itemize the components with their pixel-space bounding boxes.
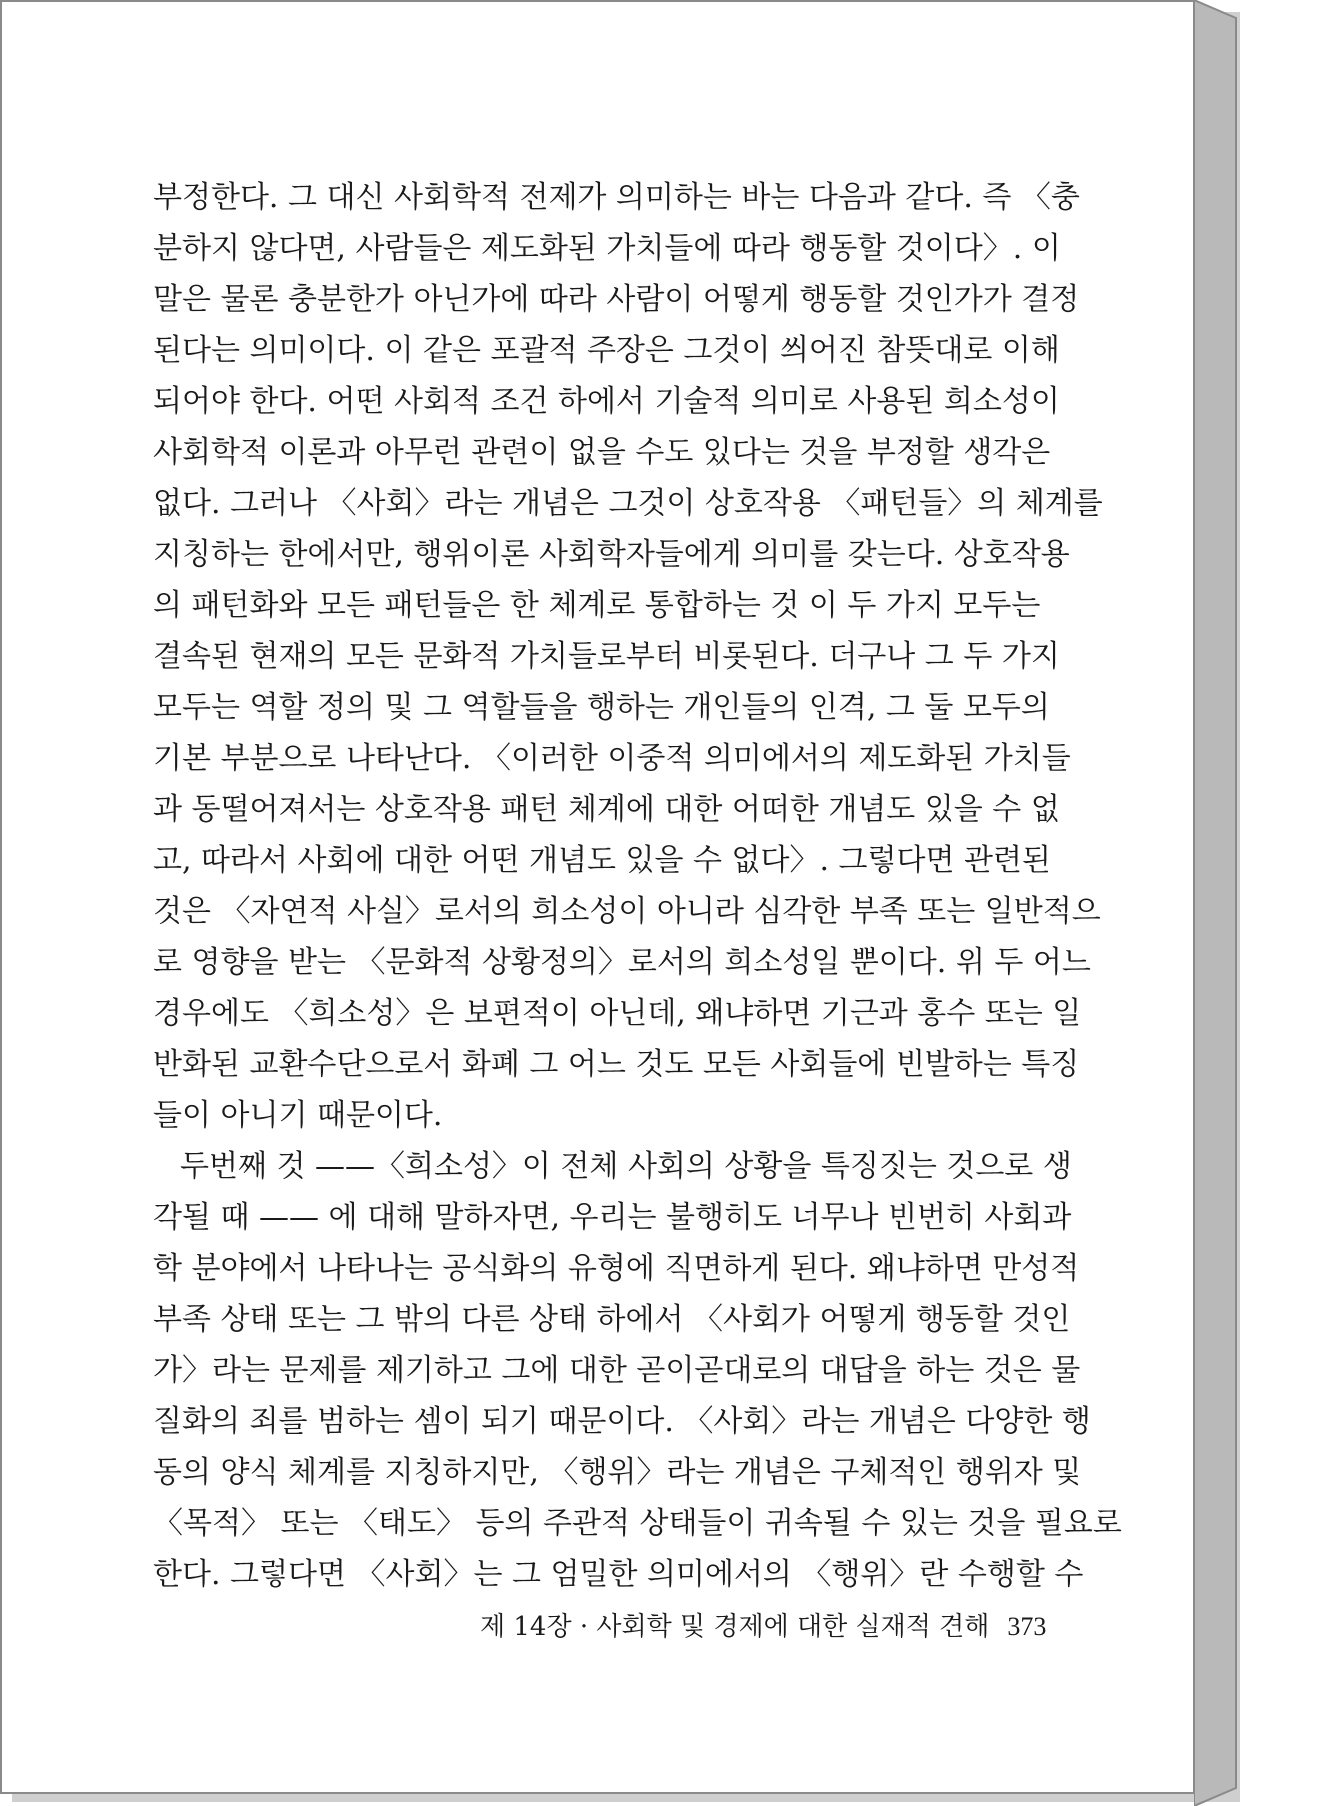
text-line: 지칭하는 한에서만, 행위이론 사회학자들에게 의미를 갖는다. 상호작용 [153,537,1070,572]
text-line: 말은 물론 충분한가 아닌가에 따라 사람이 어떻게 행동할 것인가가 결정 [153,282,1080,317]
text-line: 질화의 죄를 범하는 셈이 되기 때문이다. 〈사회〉라는 개념은 다양한 행 [153,1404,1091,1439]
text-line: 의 패턴화와 모든 패턴들은 한 체계로 통합하는 것 이 두 가지 모두는 [153,588,1041,623]
text-line: 된다는 의미이다. 이 같은 포괄적 주장은 그것이 씌어진 참뜻대로 이해 [153,333,1060,368]
text-line: 동의 양식 체계를 지칭하지만, 〈행위〉라는 개념은 구체적인 행위자 및 [153,1455,1082,1490]
paragraph-start-line: 두번째 것 ——〈희소성〉이 전체 사회의 상황을 특징짓는 것으로 생 [180,1149,1072,1184]
text-line: 과 동떨어져서는 상호작용 패턴 체계에 대한 어떠한 개념도 있을 수 없 [153,792,1060,827]
text-line: 학 분야에서 나타나는 공식화의 유형에 직면하게 된다. 왜냐하면 만성적 [153,1251,1080,1286]
book-spine [1194,0,1326,1806]
text-line: 각될 때 —— 에 대해 말하자면, 우리는 불행히도 너무나 빈번히 사회과 [153,1200,1072,1235]
chapter-title: 제 14장 · 사회학 및 경제에 대한 실재적 견해 [480,1612,990,1642]
text-line: 고, 따라서 사회에 대한 어떤 개념도 있을 수 없다〉. 그렇다면 관련된 [153,843,1051,878]
text-line: 경우에도 〈희소성〉은 보편적이 아닌데, 왜냐하면 기근과 홍수 또는 일 [153,996,1082,1031]
text-line: 분하지 않다면, 사람들은 제도화된 가치들에 따라 행동할 것이다〉. 이 [153,231,1061,266]
text-line: 가〉라는 문제를 제기하고 그에 대한 곧이곧대로의 대답을 하는 것은 물 [153,1353,1081,1388]
page-number: 373 [1007,1612,1047,1641]
text-line: 부정한다. 그 대신 사회학적 전제가 의미하는 바는 다음과 같다. 즉 〈충 [153,180,1080,215]
running-footer [480,1608,1047,1646]
text-line: 한다. 그렇다면 〈사회〉는 그 엄밀한 의미에서의 〈행위〉란 수행할 수 [153,1557,1084,1592]
text-line: 로 영향을 받는 〈문화적 상황정의〉로서의 희소성일 뿐이다. 위 두 어느 [153,945,1091,980]
text-line: 모두는 역할 정의 및 그 역할들을 행하는 개인들의 인격, 그 둘 모두의 [153,690,1050,725]
text-line: 사회학적 이론과 아무런 관련이 없을 수도 있다는 것을 부정할 생각은 [153,435,1051,470]
text-line: 결속된 현재의 모든 문화적 가치들로부터 비롯된다. 더구나 그 두 가지 [153,639,1060,674]
paragraph-end-line: 들이 아니기 때문이다. [153,1098,443,1133]
text-line: 반화된 교환수단으로서 화폐 그 어느 것도 모든 사회들에 빈발하는 특징 [153,1047,1080,1082]
body-text [153,172,1122,1600]
text-line: 것은 〈자연적 사실〉로서의 희소성이 아니라 심각한 부족 또는 일반적으 [153,894,1101,929]
text-line: 〈목적〉 또는 〈태도〉 등의 주관적 상태들이 귀속될 수 있는 것을 필요로 [153,1506,1122,1541]
text-line: 되어야 한다. 어떤 사회적 조건 하에서 기술적 의미로 사용된 희소성이 [153,384,1060,419]
text-line: 없다. 그러나 〈사회〉라는 개념은 그것이 상호작용 〈패턴들〉의 체계를 [153,486,1103,521]
text-line: 기본 부분으로 나타난다. 〈이러한 이중적 의미에서의 제도화된 가치들 [153,741,1071,776]
text-line: 부족 상태 또는 그 밖의 다른 상태 하에서 〈사회가 어떻게 행동할 것인 [153,1302,1071,1337]
